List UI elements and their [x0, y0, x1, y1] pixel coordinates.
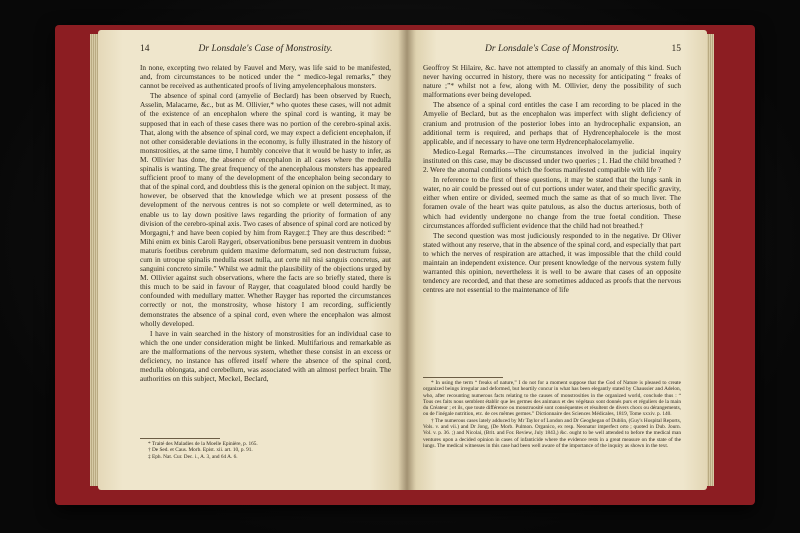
left-page-edges: [90, 34, 98, 486]
paragraph: In reference to the first of these questions, it may be stated that the lungs sank in water, no air could be pressed out of cut portions under water, and their specific gravity, either when entire or divided, seemed much the same as that of so much liver. The foramen ovale of the heart was quite patulous, as also the ductus arteriosus, both of which had evidently undergone no change from the true foetal condition. These circumstances afforded sufficient evidence that the child had not breathed.†: [423, 175, 681, 230]
left-body-text: [140, 63, 391, 433]
paragraph: The absence of a spinal cord entitles the case I am recording to be placed in the Amyelie of Beclard, but as the encephalon was imperfect with slight deficiency of cranium and protrusion of the posterior lobes into an hydrocephalic expansion, an additional term is required, and perhaps that of Hydrencephalocele is the most applicable, and if necessary to have one term Hydrencephalocelamyelie.: [423, 100, 681, 146]
left-page: [98, 30, 407, 490]
footnote: † De Sed. et Caus. Morb. Epist. xii. art. 10, p. 91.: [148, 447, 253, 454]
paragraph: The absence of spinal cord (amyelie of Beclard) has been observed by Ruech, Asselin, Malacarne, &c., but as M. Ollivier,* who quotes these cases, will not admit of the existence of an encephalon where the spinal cord is wanting, it may be supposed that in each of these cases there was no portion of the cerebro-spinal axis. That, along with the absence of spinal cord, we may expect a deficient encephalon, if not other considerable deviations in the economy, is fully illustrated in the history of monstrosities, at the same time, I humbly conceive that it would be hasty to infer, as M. Ollivier has done, the absence of encephalon in all cases where the medulla spinalis is wanting. The great frequency of the anencephalous monsters has appeared sufficient proof to many of the development of the encephalon being secondary to that of the spinal cord, and doubtless this is the general opinion on the subject. It may, however, be observed that the knowledge which we at present possess of the development of the nervous centres is not so complete or well determined, as to enable us to lay down positive laws regarding the priority of formation of any division of the cerebro-spinal axis. Two cases of absence of spinal cord are noticed by Morgagni,† and have been copied by him from Rayger.‡ They are thus described: “ Mihi enim ex binis Caroli Raygeri, observationibus bene persuasit ventrem in duobus maturis foetibus cerebrum quidem maxime deformatum, sed non destructum fuisse, cum in utroque spinalis medulla esset nulla, aut certe nil nisi sanguis concretus, aut sanguini concreto simile.” Whilst we admit the plausibility of the objections urged by M. Ollivier against such observations, where the facts are so briefly stated, there is this much to be said in favour of Rayger, that coagulated blood could hardly be confounded with medullary matter. Whether Rayger has reported the circumstances correctly or not, the monstrosity, whose history I am recording, sufficiently demonstrates the absence of a spinal cord, even where the encephalon was almost wholly developed.: [140, 91, 391, 328]
footnote-rule: [140, 438, 220, 439]
footnote: ‡ Eph. Nat. Cur. Dec. i., A. 3, and 64 A. 6.: [148, 453, 238, 460]
right-footnotes: [423, 380, 681, 480]
footnote-rule: [423, 377, 503, 378]
book-gutter: [398, 30, 416, 490]
right-page-number: 15: [671, 44, 681, 54]
left-page-number: 14: [140, 44, 150, 54]
footnote: * Traité des Maladies de la Moelle Epinière, p. 165.: [148, 441, 258, 447]
right-running-title: Dr Lonsdale's Case of Monstrosity.: [485, 44, 619, 54]
paragraph: I have in vain searched in the history of monstrosities for an individual case to which the one under consideration might be linked. Multifarious and remarkable as are the malformations of the nervous system, whether these consist in an excess or deficiency, no instance has offered itself where the absence of the spinal cord, medulla oblongata, and cerebellum, was associated with an almost perfect brain. The authorities on this subject, Meckel, Beclard,: [140, 328, 391, 384]
paragraph: Medico-Legal Remarks.—The circumstances involved in the judicial inquiry instituted on this case, may be discussed under two queries ; 1. Had the child breathed ? 2. Were the anomal conditions which the foetus manifested compatible with life ?: [423, 146, 681, 175]
paragraph: The second question was most judiciously responded to in the negative. Dr Oliver stated without any reserve, that in the absence of the spinal cord, and especially that part to which the nerves of respiration are attached, it was impossible that the child could maintain an independent existence. Our present knowledge of the nervous system fully warranted this opinion, nevertheless it is well to be aware that cases of an opposite tendency are recorded, and that these are sometimes adduced as proofs that the nervous centres are not essential to the maintenance of life: [423, 230, 681, 295]
left-footnotes: [140, 441, 391, 460]
left-running-title: Dr Lonsdale's Case of Monstrosity.: [198, 44, 333, 54]
footnote: * In using the term “ freaks of nature,” I do not for a moment suppose that the God of Nature is pleased to create organized beings irregular and deformed, but heartily concur in what has been elegantly stated by Chaussier and Adelon, who, after recounting numerous facts relating to the causes of monstrosities in the organized world, conclude thus : “ Tous ces faits nous semblent établir que les germes des animaux et des végétaux sont donnés purs et réguliers de la main du Créateur ; et ils, que toute différence ou monstruosité sont conséquentes et résultent de divers chocs ou dérangements, ou de l'inégale nutrition, etc. de ces mêmes germes.” Dictionnaire des Sciences Médicales, 1819, Tome xxxiv. p. 140.: [423, 380, 681, 418]
paragraph: Geoffroy St Hilaire, &c. have not attempted to classify an anomaly of this kind. Such never having occurred in history, there was no necessity for anticipating “ freaks of nature ;”* whilst not a few, along with M. Ollivier, deny the possibility of such malformations ever being developed.: [423, 63, 681, 100]
right-body-text: [423, 63, 681, 373]
right-page-edges: [707, 34, 714, 486]
paragraph: In none, excepting two related by Fauvel and Mery, was life said to be manifested, and, from circumstances to be noticed under the “ medico-legal remarks,” they cannot be received as authenticated proofs of living amyelencephalous monsters.: [140, 63, 391, 91]
footnote: † The numerous cases lately adduced by Mr Taylor of London and Dr Geoghegan of Dublin, (Guy's Hospital Reports, Vols. v. and vii.) and Dr Jong, (De Morb. Pulmon. Organico, ex resp. Neonatur imperfect orto ; quoted in Dub. Journ. Vol. v. p. 36. ;) and Nicolai, (Brit. and For. Review, July 1843,) &c. ought to be well attended to before the medical man ventures upon a decided opinion in cases of infanticide where the evidence rests in a great measure on the state of the lungs. The medical witnesses in this case had been well aware of the importance of the inquiry as shown in the text.: [423, 417, 681, 449]
right-page: [407, 30, 707, 490]
